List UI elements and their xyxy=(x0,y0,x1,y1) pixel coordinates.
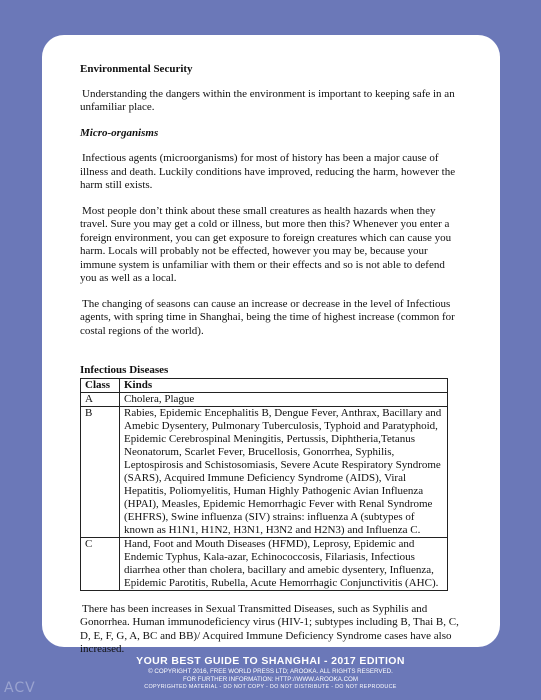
paragraph: Infectious agents (microorganisms) for most of history has been a major cause of illness and death. Luckily conditions have improved, reducing the harm, however the harm still exists. xyxy=(80,152,456,191)
corner-stamp: ACV xyxy=(4,680,36,696)
footer-info: FOR FURTHER INFORMATION: HTTP://WWW.AROOKA.COM xyxy=(182,676,359,683)
table-caption: Infectious Diseases xyxy=(80,364,169,376)
page-content xyxy=(80,63,462,669)
intro-paragraph: Understanding the dangers within the environment is important to keeping safe in an unfamiliar place. xyxy=(80,87,455,113)
footer-notice: COPYRIGHTED MATERIAL - DO NOT COPY - DO NOT DISTRIBUTE - DO NOT REPRODUCE xyxy=(144,684,397,690)
table-row xyxy=(81,406,448,537)
class-cell: A xyxy=(81,392,120,406)
class-cell: C xyxy=(81,537,120,590)
document-page xyxy=(42,35,500,655)
section-heading: Environmental Security xyxy=(80,63,193,75)
kinds-cell: Hand, Foot and Mouth Diseases (HFMD), Leprosy, Epidemic and Endemic Typhus, Kala-azar, Echinococcosis, Filariasis, Infectious diarrhea other than cholera, bacillary and amebic dysentery, Influenza, Epidemic Parotitis, Rubella, Acute Hemorrhagic Conjunctivitis (AHC). xyxy=(120,537,448,590)
kinds-cell: Cholera, Plague xyxy=(120,392,448,406)
diseases-table xyxy=(80,378,448,591)
class-cell: B xyxy=(81,406,120,537)
page-footer xyxy=(0,655,541,691)
column-header-kinds: Kinds xyxy=(120,378,448,392)
subsection-heading: Micro-organisms xyxy=(80,126,159,139)
paragraph: Most people don’t think about these small creatures as health hazards when they travel. Sure you may get a cold or illness, but more then this? Whenever you enter a foreign environment, you can get exposure to foreign creatures which can cause you harm. Locals will probably not be effected, however you may be, because your immune system is unfamiliar with them or their effects and so is not able to defend you as well as a local. xyxy=(80,204,452,284)
column-header-class: Class xyxy=(81,378,120,392)
kinds-cell: Rabies, Epidemic Encephalitis B, Dengue Fever, Anthrax, Bacillary and Amebic Dysentery, Pulmonary Tuberculosis, Typhoid and Paratyphoid, Epidemic Cerebrospinal Meningitis, Pertussis, Diphtheria,Tetanus Neonatorum, Scarlet Fever, Brucellosis, Gonorrhea, Syphilis, Leptospirosis and Schistosomiasis, Severe Acute Respiratory Syndrome (SARS), Acquired Immune Deficiency Syndrome (AIDS), Viral Hepatitis, Poliomyelitis, Human Highly Pathogenic Avian Influenza (HPAI), Measles, Epidemic Hemorrhagic Fever with Renal Syndrome (EHFRS), Swine influenza (SIV) strains: influenza A (subtypes of known as H1N1, H1N2, H3N1, H3N2 and H2N3) and Influenza C. xyxy=(120,406,448,537)
closing-paragraph: There has been increases in Sexual Transmitted Diseases, such as Syphilis and Gonorrhea. Human immunodeficiency virus (HIV-1; subtypes including B, Thai B, C, D, E, F, G, A, BC and BB)/ Acquired Immune Deficiency Syndrome cases have also increased. xyxy=(80,602,459,655)
table-row xyxy=(81,537,448,590)
table-header-row xyxy=(81,378,448,392)
footer-copyright: © COPYRIGHT 2016, FREE WORLD PRESS LTD; AROOKA. ALL RIGHTS RESERVED. xyxy=(148,668,393,675)
table-row xyxy=(81,392,448,406)
footer-title: YOUR BEST GUIDE TO SHANGHAI - 2017 EDITION xyxy=(136,655,405,667)
paragraph: The changing of seasons can cause an increase or decrease in the level of Infectious agents, with spring time in Shanghai, being the time of highest increase (common for costal regions of the world). xyxy=(80,297,455,337)
